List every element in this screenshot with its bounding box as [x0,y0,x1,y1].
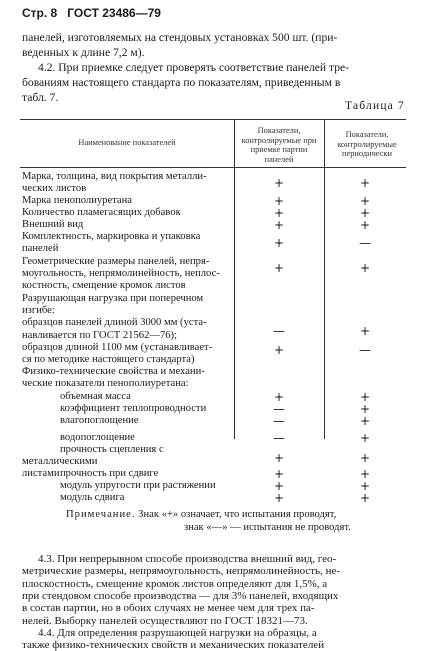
text-line: веденных к длине 7,2 м). [22,46,145,59]
row-label: Разрушающая нагрузка при поперечном изгибе: образцов панелей длиной 3000 мм (уста- навливается по ГОСТ 21562—76); [22,293,207,341]
text-line: панелей, изготовляемых на стендовых установках 500 шт. (при- [22,31,338,44]
row-label: прочность при сдвиге [60,468,159,479]
acceptance-mark: + [273,451,285,465]
note-label: Примечание. [66,509,136,520]
acceptance-mark: — [273,431,285,445]
periodic-mark: + [359,390,371,404]
row-label: модуль сдвига [60,492,125,503]
row-label: Комплектность, маркировка и упаковка панелей [22,231,201,255]
text-line: также физико-технических свойств и механических показателей [22,639,325,651]
periodic-mark: + [359,324,371,338]
periodic-mark: + [359,218,371,232]
periodic-mark: + [359,206,371,220]
row-label: влагопоглощение [60,415,139,426]
column-header-periodic: Показатели, контролируемые периодически [337,130,397,159]
standard-code: ГОСТ 23486—79 [67,6,161,20]
text-line: 4.3. При непрерывном способе производства внешний вид, гео- [38,553,337,565]
acceptance-mark: + [273,261,285,275]
periodic-mark: + [359,467,371,481]
text-line: 4.4. Для определения разрушающей нагрузки на образцы, а [38,626,317,639]
column-divider [324,119,325,439]
row-label: Внешний вид [22,219,84,230]
text-line: 4.2. При приемке следует проверять соответствие панелей тре- [38,61,350,74]
page-header [22,6,161,21]
text-line: метрические размеры, непрямоугольность, непрямолинейность, не- [22,565,340,578]
row-label: Геометрические размеры панелей, непря- моугольность, непрямолинейность, неплос- костность, смещение кромок листов [22,256,220,292]
acceptance-mark: — [273,324,285,338]
text-line: нелей. Выборку панелей осуществляют по ГОСТ 18321—73. [22,614,308,627]
row-label: водопоглощение [60,432,135,443]
text-line: при стендовом способе производства — для 3% панелей, входящих [22,589,339,602]
row-label: Количество пламегасящих добавок [22,207,181,218]
periodic-mark: + [359,261,371,275]
acceptance-mark: + [273,194,285,208]
acceptance-mark: + [273,467,285,481]
row-label: Марка пенополиуретана [22,195,133,206]
periodic-mark: + [359,194,371,208]
acceptance-mark: — [273,414,285,428]
table-caption: Таблица 7 [345,100,405,112]
periodic-mark: + [359,479,371,493]
row-label: модуль упругости при растяжении [60,480,216,491]
periodic-mark: + [359,451,371,465]
note-text: Знак «+» означает, что испытания проводят, [138,509,337,520]
column-header-name: Наименование показателей [78,138,176,147]
acceptance-mark: + [273,176,285,190]
page-number: Стр. 8 [22,6,58,20]
row-label: образцов длиной 1100 мм (устанавливает- ся по методике настоящего стандарта) [22,342,213,366]
text-line: бованиям настоящего стандарта по показателям, приведенным в [22,76,341,89]
column-divider [234,119,235,439]
periodic-mark: + [359,431,371,445]
acceptance-mark: + [273,390,285,404]
periodic-mark: + [359,414,371,428]
acceptance-mark: — [273,402,285,416]
text-line: плоскостность, смещение кромок листов определяют для 1,5%, а [22,577,328,590]
text-line: в состав партии, но в обоих случаях не менее чем для трех па- [22,602,315,615]
row-label: коэффициент теплопроводности [60,403,207,414]
table-header-rule [20,167,406,168]
column-header-acceptance: Показатели, контролируемые при приемке партии панелей [241,126,317,164]
acceptance-mark: + [273,479,285,493]
table-top-rule [20,119,406,120]
acceptance-mark: + [273,343,285,357]
acceptance-mark: + [273,206,285,220]
row-label: объемная масса [60,391,131,402]
note-line: знак «—» — испытания не проводят. [184,522,351,533]
periodic-mark: — [359,343,371,357]
note-line [66,508,336,521]
periodic-mark: + [359,402,371,416]
acceptance-mark: + [273,218,285,232]
row-label: прочность сцепления с металлическими листами [22,444,164,480]
periodic-mark: — [359,236,371,250]
periodic-mark: + [359,491,371,505]
row-label: Марка, толщина, вид покрытия металли- ческих листов [22,171,207,195]
text-line: табл. 7. [22,91,59,104]
periodic-mark: + [359,176,371,190]
acceptance-mark: + [273,491,285,505]
row-label: Физико-технические свойства и механи- ческие показатели пенополиуретана: [22,366,205,390]
acceptance-mark: + [273,236,285,250]
